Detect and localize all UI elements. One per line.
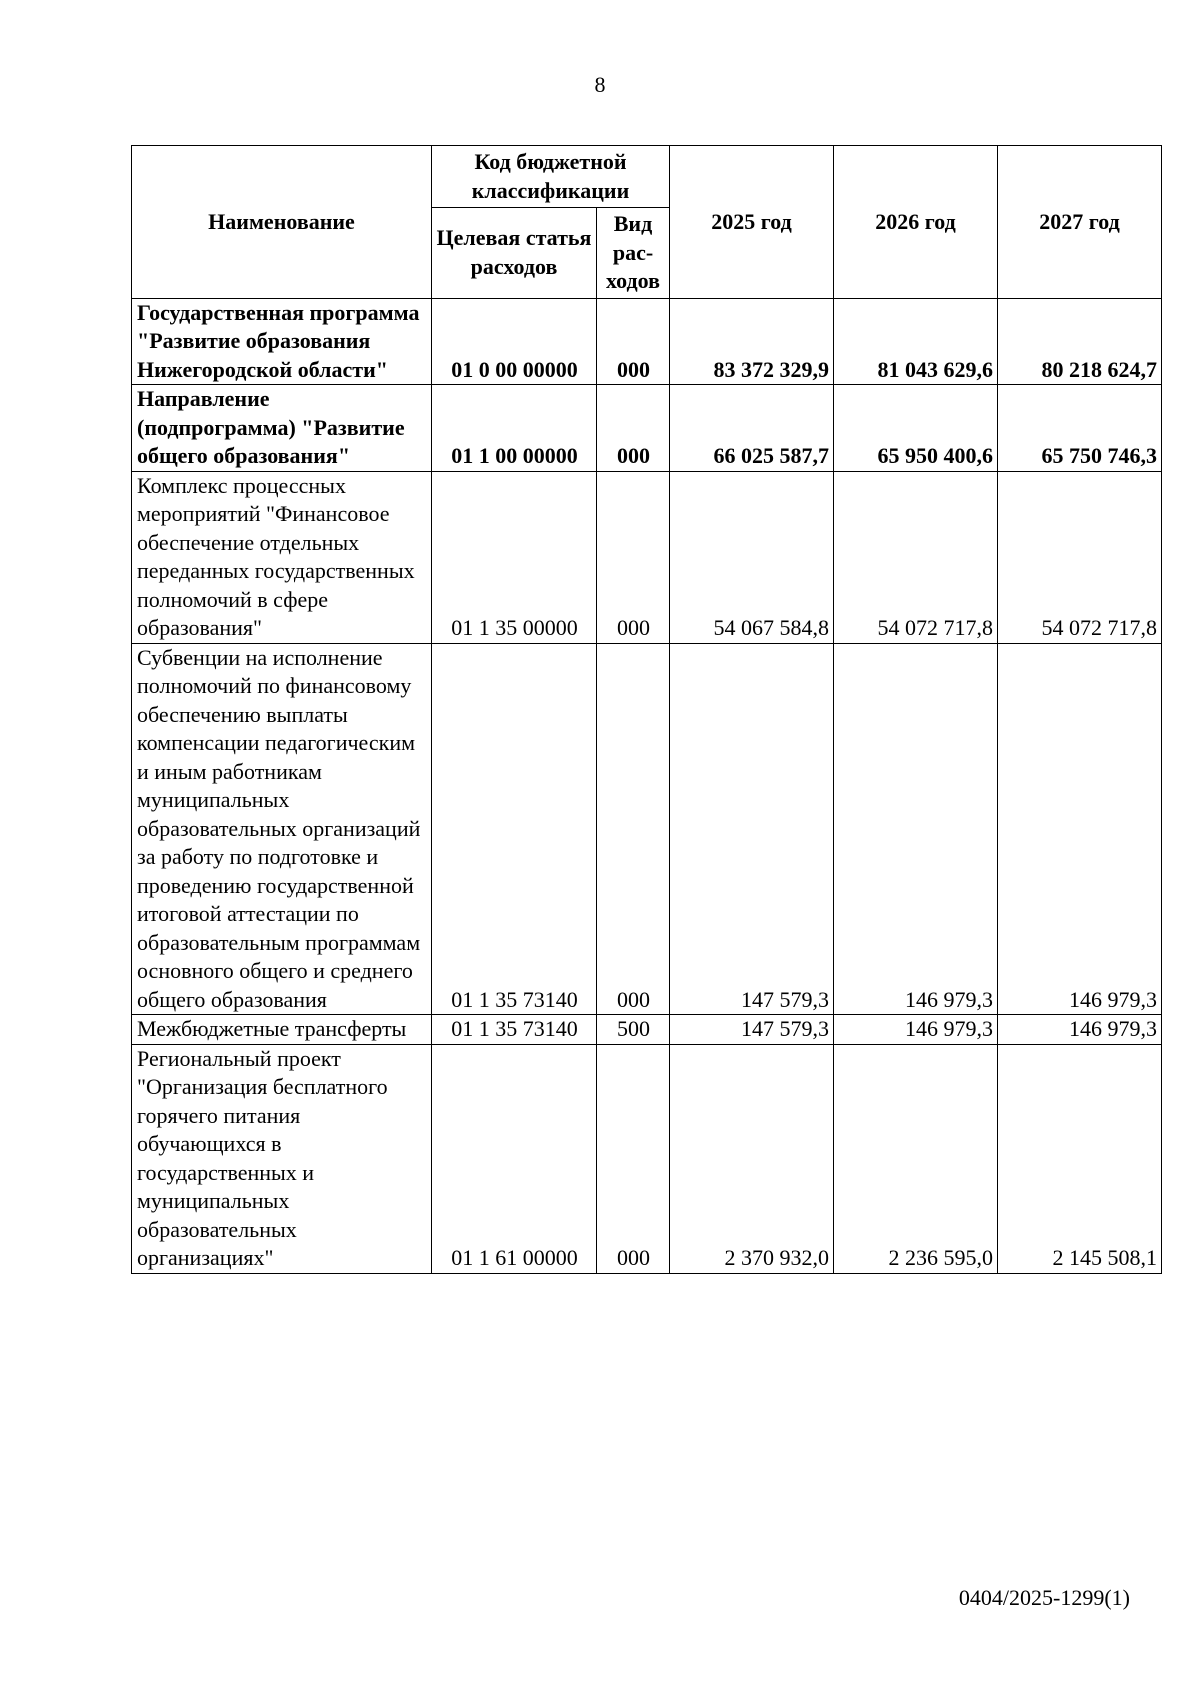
row-type: 000 (597, 385, 670, 472)
table-row (132, 385, 1162, 472)
page-number: 8 (594, 72, 606, 97)
row-2026: 2 236 595,0 (834, 1044, 998, 1273)
row-name: Направление (подпрограмма) "Развитие общего образования" (132, 385, 432, 472)
document-code: 0404/2025-1299(1) (958, 1585, 1130, 1610)
row-2026: 81 043 629,6 (834, 298, 998, 385)
row-2025: 54 067 584,8 (670, 471, 834, 643)
table-row (132, 643, 1162, 1015)
row-type: 500 (597, 1015, 670, 1045)
row-2025: 83 372 329,9 (670, 298, 834, 385)
budget-table (131, 145, 1162, 1274)
row-type: 000 (597, 643, 670, 1015)
table-row (132, 298, 1162, 385)
header-target-article: Целевая статья расходов (432, 208, 597, 299)
row-2026: 54 072 717,8 (834, 471, 998, 643)
header-code-group: Код бюджетной классификации (432, 146, 670, 208)
table-row (132, 1015, 1162, 1045)
row-type: 000 (597, 298, 670, 385)
row-2027: 146 979,3 (998, 643, 1162, 1015)
row-code: 01 1 35 00000 (432, 471, 597, 643)
row-code: 01 1 61 00000 (432, 1044, 597, 1273)
row-2025: 2 370 932,0 (670, 1044, 834, 1273)
row-code: 01 1 00 00000 (432, 385, 597, 472)
row-2026: 146 979,3 (834, 1015, 998, 1045)
row-code: 01 0 00 00000 (432, 298, 597, 385)
row-2026: 146 979,3 (834, 643, 998, 1015)
row-name: Комплекс процессных мероприятий "Финансовое обеспечение отдельных переданных государственных полномочий в сфере образования" (132, 471, 432, 643)
row-code: 01 1 35 73140 (432, 1015, 597, 1045)
row-name: Субвенции на исполнение полномочий по финансовому обеспечению выплаты компенсации педагогическим и иным работникам муниципальных образовательных организаций за работу по подготовке и проведению государственной итоговой аттестации по образовательным программам основного общего и среднего общего образования (132, 643, 432, 1015)
row-type: 000 (597, 471, 670, 643)
row-2025: 147 579,3 (670, 1015, 834, 1045)
header-year-2026: 2026 год (834, 146, 998, 299)
header-expense-type: Вид рас- ходов (597, 208, 670, 299)
row-name: Государственная программа "Развитие образования Нижегородской области" (132, 298, 432, 385)
row-name: Межбюджетные трансферты (132, 1015, 432, 1045)
row-2027: 2 145 508,1 (998, 1044, 1162, 1273)
row-2027: 80 218 624,7 (998, 298, 1162, 385)
header-year-2025: 2025 год (670, 146, 834, 299)
table-row (132, 1044, 1162, 1273)
row-type: 000 (597, 1044, 670, 1273)
row-2027: 54 072 717,8 (998, 471, 1162, 643)
row-2025: 66 025 587,7 (670, 385, 834, 472)
table-row (132, 471, 1162, 643)
row-name: Региональный проект "Организация бесплатного горячего питания обучающихся в государственных и муниципальных образовательных организациях" (132, 1044, 432, 1273)
header-name: Наименование (132, 146, 432, 299)
row-2027: 65 750 746,3 (998, 385, 1162, 472)
row-2026: 65 950 400,6 (834, 385, 998, 472)
row-code: 01 1 35 73140 (432, 643, 597, 1015)
row-2027: 146 979,3 (998, 1015, 1162, 1045)
header-year-2027: 2027 год (998, 146, 1162, 299)
row-2025: 147 579,3 (670, 643, 834, 1015)
